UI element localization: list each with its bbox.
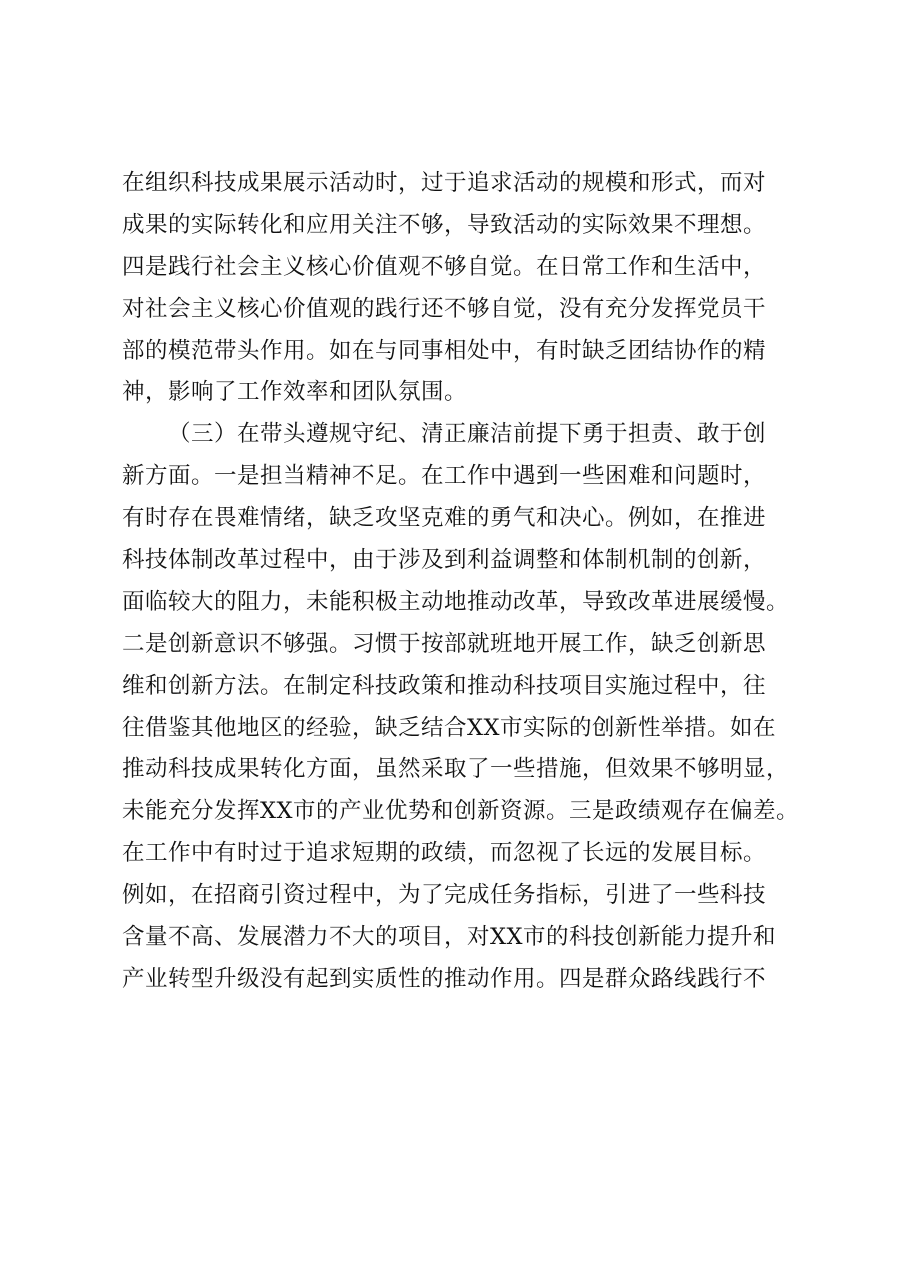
section-heading-line: （三）在带头遵规守纪、清正廉洁前提下勇于担责、敢于创	[168, 421, 767, 448]
text-line-20: 产业转型升级没有起到实质性的推动作用。四是群众路线践行不	[122, 965, 767, 992]
text-line-1: 在组织科技成果展示活动时，过于追求活动的规模和形式，而对	[122, 170, 767, 196]
text-line-3: 四是践行社会主义核心价值观不够自觉。在日常工作和生活中，	[122, 253, 767, 280]
text-line-17: 在工作中有时过于追求短期的政绩，而忽视了长远的发展目标。	[122, 840, 767, 867]
text-line-8: 新方面。一是担当精神不足。在工作中遇到一些困难和问题时，	[122, 463, 767, 490]
text-line-2: 成果的实际转化和应用关注不够，导致活动的实际效果不理想。	[122, 211, 767, 238]
text-line-10: 科技体制改革过程中，由于涉及到利益调整和体制机制的创新，	[122, 547, 767, 574]
text-line-14: 往借鉴其他地区的经验，缺乏结合XX市实际的创新性举措。如在	[122, 714, 777, 741]
text-line-18: 例如，在招商引资过程中，为了完成任务指标，引进了一些科技	[122, 882, 767, 909]
text-line-16: 未能充分发挥XX市的产业优势和创新资源。三是政绩观存在偏差。	[122, 798, 800, 825]
text-line-6: 神，影响了工作效率和团队氛围。	[122, 379, 468, 406]
text-line-9: 有时存在畏难情绪，缺乏攻坚克难的勇气和决心。例如，在推进	[122, 505, 767, 532]
text-line-11: 面临较大的阻力，未能积极主动地推动改革，导致改革进展缓慢。	[122, 588, 790, 615]
body-text	[122, 163, 842, 1001]
text-line-13: 维和创新方法。在制定科技政策和推动科技项目实施过程中，往	[122, 672, 767, 699]
text-line-5: 部的模范带头作用。如在与同事相处中，有时缺乏团结协作的精	[122, 337, 767, 364]
text-line-4: 对社会主义核心价值观的践行还不够自觉，没有充分发挥党员干	[122, 295, 767, 322]
text-line-12: 二是创新意识不够强。习惯于按部就班地开展工作，缺乏创新思	[122, 630, 767, 657]
text-line-15: 推动科技成果转化方面，虽然采取了一些措施，但效果不够明显，	[122, 756, 790, 783]
text-line-19: 含量不高、发展潜力不大的项目，对XX市的科技创新能力提升和	[122, 924, 777, 951]
